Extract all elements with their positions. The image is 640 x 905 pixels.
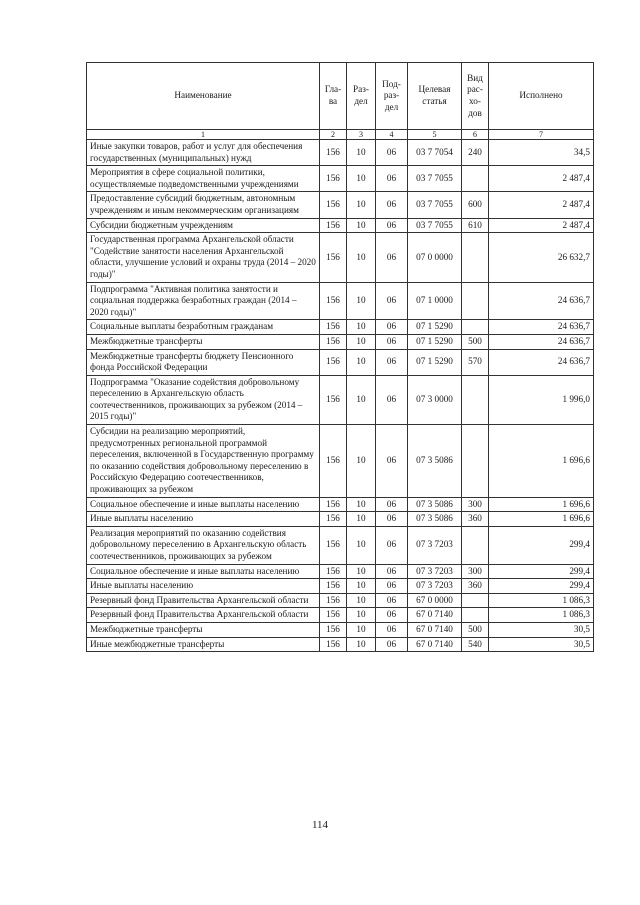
- cell-amount: 1 696,6: [489, 497, 594, 512]
- cell-expense-type: [462, 233, 489, 282]
- cell-target: 07 3 7203: [408, 526, 462, 564]
- cell-target: 07 3 7203: [408, 564, 462, 579]
- table-row: [87, 622, 594, 637]
- cell-name: Межбюджетные трансферты: [87, 622, 320, 637]
- cell-amount: 24 636,7: [489, 282, 594, 320]
- header-chapter: [320, 63, 347, 130]
- cell-expense-type: [462, 608, 489, 623]
- cell-name: Межбюджетные трансферты бюджету Пенсионного фонда Российской Федерации: [87, 349, 320, 375]
- cell-section: 10: [347, 608, 376, 623]
- cell-section: 10: [347, 349, 376, 375]
- table-row: [87, 320, 594, 335]
- cell-subsection: 06: [376, 608, 408, 623]
- header-expense-type-text: Вид рас- хо- дов: [467, 72, 483, 118]
- cell-name: Субсидии на реализацию мероприятий, предусмотренных региональной программой переселения, включенной в Государственную программу по оказанию содействия добровольному переселению в Российскую Федерацию соотечественников, проживающих за рубежом: [87, 425, 320, 498]
- cell-subsection: 06: [376, 166, 408, 192]
- cell-subsection: 06: [376, 140, 408, 166]
- cell-target: 67 0 7140: [408, 622, 462, 637]
- column-number: 7: [489, 130, 594, 140]
- table-row: [87, 593, 594, 608]
- cell-name: Иные межбюджетные трансферты: [87, 637, 320, 652]
- cell-name: Резервный фонд Правительства Архангельской области: [87, 608, 320, 623]
- cell-chapter: 156: [320, 233, 347, 282]
- cell-expense-type: [462, 320, 489, 335]
- cell-expense-type: 240: [462, 140, 489, 166]
- table-row: [87, 140, 594, 166]
- cell-name: Реализация мероприятий по оказанию содействия добровольному переселению в Архангельскую область соотечественников, проживающих за рубежом: [87, 526, 320, 564]
- cell-target: 07 1 5290: [408, 320, 462, 335]
- cell-name: Подпрограмма "Активная политика занятости и социальная поддержка безработных граждан (2014 – 2020 годы)": [87, 282, 320, 320]
- header-target: [408, 63, 462, 130]
- cell-target: 03 7 7055: [408, 166, 462, 192]
- cell-expense-type: 500: [462, 622, 489, 637]
- cell-section: 10: [347, 320, 376, 335]
- cell-chapter: 156: [320, 282, 347, 320]
- cell-section: 10: [347, 526, 376, 564]
- cell-name: Резервный фонд Правительства Архангельской области: [87, 593, 320, 608]
- cell-amount: 1 696,6: [489, 512, 594, 527]
- cell-subsection: 06: [376, 497, 408, 512]
- cell-target: 07 3 5086: [408, 425, 462, 498]
- cell-subsection: 06: [376, 526, 408, 564]
- cell-amount: 1 696,6: [489, 425, 594, 498]
- header-expense-type: [462, 63, 489, 130]
- cell-target: 07 0 0000: [408, 233, 462, 282]
- cell-expense-type: [462, 282, 489, 320]
- cell-chapter: 156: [320, 334, 347, 349]
- cell-subsection: 06: [376, 218, 408, 233]
- table-row: [87, 282, 594, 320]
- cell-name: Иные закупки товаров, работ и услуг для обеспечения государственных (муниципальных) нужд: [87, 140, 320, 166]
- cell-expense-type: 570: [462, 349, 489, 375]
- column-number: 3: [347, 130, 376, 140]
- cell-chapter: 156: [320, 192, 347, 218]
- cell-amount: 299,4: [489, 579, 594, 594]
- cell-subsection: 06: [376, 192, 408, 218]
- cell-name: Межбюджетные трансферты: [87, 334, 320, 349]
- cell-subsection: 06: [376, 233, 408, 282]
- cell-subsection: 06: [376, 425, 408, 498]
- cell-chapter: 156: [320, 526, 347, 564]
- table-row: [87, 349, 594, 375]
- cell-name: Государственная программа Архангельской области "Содействие занятости населения Архангельской области, улучшение условий и охраны труда (2014 – 2020 годы)": [87, 233, 320, 282]
- table-row: [87, 218, 594, 233]
- cell-target: 07 1 5290: [408, 349, 462, 375]
- table-header-row: [87, 63, 594, 130]
- cell-chapter: 156: [320, 320, 347, 335]
- column-number: 5: [408, 130, 462, 140]
- table-row: [87, 334, 594, 349]
- table-row: [87, 637, 594, 652]
- cell-name: Мероприятия в сфере социальной политики, осуществляемые подведомственными учреждениями: [87, 166, 320, 192]
- table-row: [87, 497, 594, 512]
- cell-subsection: 06: [376, 579, 408, 594]
- header-name: Наименование: [87, 63, 320, 130]
- table-row: [87, 608, 594, 623]
- cell-subsection: 06: [376, 349, 408, 375]
- cell-section: 10: [347, 637, 376, 652]
- cell-target: 07 3 5086: [408, 497, 462, 512]
- cell-section: 10: [347, 512, 376, 527]
- cell-chapter: 156: [320, 622, 347, 637]
- cell-name: Социальное обеспечение и иные выплаты населению: [87, 564, 320, 579]
- cell-expense-type: 360: [462, 579, 489, 594]
- cell-amount: 24 636,7: [489, 334, 594, 349]
- page-number: 114: [311, 819, 329, 831]
- cell-section: 10: [347, 593, 376, 608]
- cell-chapter: 156: [320, 564, 347, 579]
- cell-target: 67 0 0000: [408, 593, 462, 608]
- column-number: 4: [376, 130, 408, 140]
- header-subsection: [376, 63, 408, 130]
- cell-subsection: 06: [376, 375, 408, 424]
- cell-amount: 2 487,4: [489, 166, 594, 192]
- cell-section: 10: [347, 497, 376, 512]
- budget-table: [86, 62, 594, 652]
- cell-expense-type: 600: [462, 192, 489, 218]
- cell-name: Социальное обеспечение и иные выплаты населению: [87, 497, 320, 512]
- cell-subsection: 06: [376, 334, 408, 349]
- cell-chapter: 156: [320, 425, 347, 498]
- table-row: [87, 192, 594, 218]
- cell-amount: 34,5: [489, 140, 594, 166]
- cell-name: Социальные выплаты безработным гражданам: [87, 320, 320, 335]
- cell-expense-type: [462, 425, 489, 498]
- cell-section: 10: [347, 140, 376, 166]
- header-target-text: Целевая статья: [418, 84, 451, 106]
- cell-subsection: 06: [376, 512, 408, 527]
- cell-subsection: 06: [376, 282, 408, 320]
- cell-expense-type: 360: [462, 512, 489, 527]
- header-subsection-text: Под- раз- дел: [382, 78, 401, 112]
- cell-subsection: 06: [376, 622, 408, 637]
- cell-target: 07 1 5290: [408, 334, 462, 349]
- cell-expense-type: 500: [462, 334, 489, 349]
- cell-subsection: 06: [376, 320, 408, 335]
- cell-expense-type: [462, 593, 489, 608]
- cell-subsection: 06: [376, 564, 408, 579]
- cell-chapter: 156: [320, 166, 347, 192]
- cell-target: 67 0 7140: [408, 608, 462, 623]
- cell-amount: 1 996,0: [489, 375, 594, 424]
- cell-section: 10: [347, 166, 376, 192]
- column-number: 6: [462, 130, 489, 140]
- cell-name: Субсидии бюджетным учреждениям: [87, 218, 320, 233]
- table-row: [87, 564, 594, 579]
- cell-section: 10: [347, 375, 376, 424]
- cell-chapter: 156: [320, 375, 347, 424]
- header-chapter-text: Гла- ва: [324, 84, 342, 106]
- cell-chapter: 156: [320, 349, 347, 375]
- cell-chapter: 156: [320, 497, 347, 512]
- cell-target: 03 7 7055: [408, 192, 462, 218]
- cell-chapter: 156: [320, 593, 347, 608]
- cell-amount: 299,4: [489, 564, 594, 579]
- cell-expense-type: [462, 375, 489, 424]
- column-number: 2: [320, 130, 347, 140]
- cell-section: 10: [347, 334, 376, 349]
- cell-section: 10: [347, 579, 376, 594]
- table-row: [87, 512, 594, 527]
- cell-name: Иные выплаты населению: [87, 512, 320, 527]
- cell-section: 10: [347, 425, 376, 498]
- cell-target: 07 3 0000: [408, 375, 462, 424]
- table-row: [87, 166, 594, 192]
- cell-expense-type: [462, 526, 489, 564]
- cell-section: 10: [347, 282, 376, 320]
- table-row: [87, 233, 594, 282]
- table-row: [87, 579, 594, 594]
- cell-amount: 24 636,7: [489, 349, 594, 375]
- cell-amount: 26 632,7: [489, 233, 594, 282]
- cell-amount: 30,5: [489, 622, 594, 637]
- column-number: 1: [87, 130, 320, 140]
- cell-section: 10: [347, 622, 376, 637]
- cell-name: Подпрограмма "Оказание содействия добровольному переселению в Архангельскую область соотечественников, проживающих за рубежом (2014 – 2015 годы)": [87, 375, 320, 424]
- column-number-row: [87, 130, 594, 140]
- cell-subsection: 06: [376, 637, 408, 652]
- cell-amount: 1 086,3: [489, 593, 594, 608]
- cell-section: 10: [347, 233, 376, 282]
- cell-subsection: 06: [376, 593, 408, 608]
- cell-amount: 24 636,7: [489, 320, 594, 335]
- cell-expense-type: [462, 166, 489, 192]
- cell-section: 10: [347, 218, 376, 233]
- table-row: [87, 425, 594, 498]
- cell-chapter: 156: [320, 608, 347, 623]
- cell-target: 03 7 7054: [408, 140, 462, 166]
- table-row: [87, 526, 594, 564]
- cell-amount: 299,4: [489, 526, 594, 564]
- header-section: [347, 63, 376, 130]
- cell-section: 10: [347, 192, 376, 218]
- cell-amount: 2 487,4: [489, 192, 594, 218]
- cell-name: Предоставление субсидий бюджетным, автономным учреждениям и иным некоммерческим организациям: [87, 192, 320, 218]
- header-executed: Исполнено: [489, 63, 594, 130]
- cell-amount: 2 487,4: [489, 218, 594, 233]
- cell-chapter: 156: [320, 637, 347, 652]
- cell-chapter: 156: [320, 218, 347, 233]
- cell-expense-type: 300: [462, 497, 489, 512]
- cell-name: Иные выплаты населению: [87, 579, 320, 594]
- cell-section: 10: [347, 564, 376, 579]
- cell-target: 67 0 7140: [408, 637, 462, 652]
- cell-expense-type: 610: [462, 218, 489, 233]
- table-row: [87, 375, 594, 424]
- cell-amount: 30,5: [489, 637, 594, 652]
- cell-chapter: 156: [320, 512, 347, 527]
- cell-amount: 1 086,3: [489, 608, 594, 623]
- cell-chapter: 156: [320, 579, 347, 594]
- cell-target: 07 1 0000: [408, 282, 462, 320]
- cell-chapter: 156: [320, 140, 347, 166]
- cell-expense-type: 540: [462, 637, 489, 652]
- header-section-text: Раз- дел: [353, 84, 369, 106]
- cell-target: 07 3 7203: [408, 579, 462, 594]
- cell-target: 03 7 7055: [408, 218, 462, 233]
- cell-target: 07 3 5086: [408, 512, 462, 527]
- cell-expense-type: 300: [462, 564, 489, 579]
